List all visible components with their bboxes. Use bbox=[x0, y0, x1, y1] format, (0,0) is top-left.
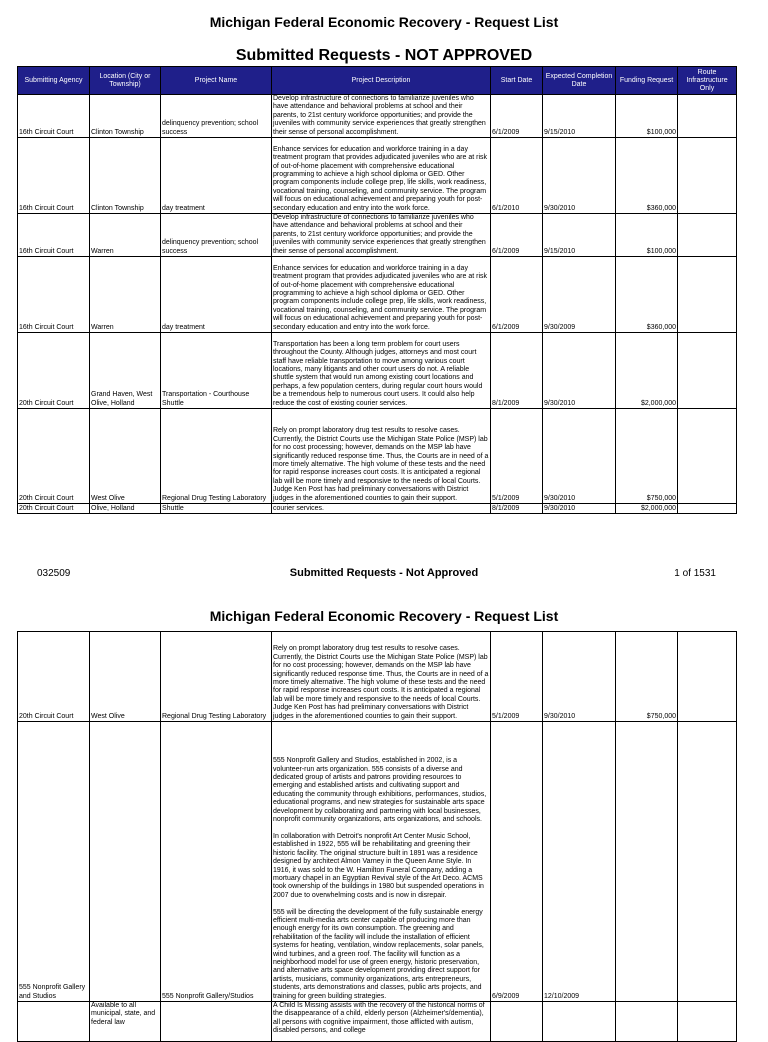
requests-table-page2 bbox=[17, 631, 737, 1042]
description-cell: Enhance services for education and workforce training in a day treatment program that provides adjudicated juveniles who are at risk of out-of-home placement with comprehensive educational programming to achieve a high school diploma or GED. Other program components include college prep, life skills, work readiness, vocational training, counseling, and community service. The program will focus on educational achievement and preparing youth for post-secondary education and entry into the work force. bbox=[272, 138, 491, 214]
table-row bbox=[18, 214, 737, 257]
header-route: Route Infrastructure Only bbox=[678, 67, 737, 95]
footer-title: Submitted Requests - Not Approved bbox=[289, 567, 479, 579]
project-cell: delinquency prevention; school success bbox=[161, 95, 272, 138]
agency-cell: 20th Circuit Court bbox=[18, 632, 90, 722]
project-cell: Regional Drug Testing Laboratory bbox=[161, 409, 272, 504]
completion-date-cell: 9/30/2010 bbox=[543, 409, 616, 504]
completion-date-cell: 9/30/2010 bbox=[543, 632, 616, 722]
start-date-cell: 5/1/2009 bbox=[491, 632, 543, 722]
route-cell bbox=[678, 632, 737, 722]
start-date-cell: 8/1/2009 bbox=[491, 333, 543, 409]
location-cell: Warren bbox=[90, 214, 161, 257]
description-cell: Enhance services for education and workforce training in a day treatment program that provides adjudicated juveniles who are at risk of out-of-home placement with comprehensive educational programming to achieve a high school diploma or GED. Other program components include college prep, life skills, work readiness, vocational training, counseling, and community service. The program will focus on educational achievement and preparing youth for post-secondary education and entry into the work force. bbox=[272, 257, 491, 333]
location-cell: Clinton Township bbox=[90, 138, 161, 214]
start-date-cell bbox=[491, 1002, 543, 1042]
location-cell: Warren bbox=[90, 257, 161, 333]
project-cell: Shuttle bbox=[161, 504, 272, 514]
route-cell bbox=[678, 138, 737, 214]
agency-cell: 20th Circuit Court bbox=[18, 333, 90, 409]
start-date-cell: 6/1/2009 bbox=[491, 257, 543, 333]
table-row bbox=[18, 138, 737, 214]
header-project: Project Name bbox=[161, 67, 272, 95]
footer-page-number: 1 of 1531 bbox=[674, 568, 716, 579]
agency-cell bbox=[18, 1002, 90, 1042]
route-cell bbox=[678, 257, 737, 333]
start-date-cell: 6/9/2009 bbox=[491, 722, 543, 1002]
footer-date-code: 032509 bbox=[37, 568, 71, 579]
project-cell: day treatment bbox=[161, 138, 272, 214]
table-row bbox=[18, 504, 737, 514]
funding-cell: $2,000,000 bbox=[616, 504, 678, 514]
description-cell: Rely on prompt laboratory drug test results to resolve cases. Currently, the District Courts use the Michigan State Police (MSP) lab for no cost processing; however, demands on the MSP lab have significantly reduced response time. Thus, the Courts are in need of a more timely alternative. The high volume of these tests and the need for rapid response increases court costs. It is anticipated a regional lab will be more timely and responsive to the needs of local Courts. Judge Ken Post has had preliminary conversations with District judges in the aforementioned counties to gain their support. bbox=[272, 632, 491, 722]
description-cell: Transportation has been a long term problem for court users throughout the County. Although judges, attorneys and most court staff have reliable transportation to move among various court locations, many litigants and other court users do not. A reliable shuttle system that would run among existing court locations and perhaps, a few population centers, during regular court hours would be a tremendous help to numerous court users. It could also help reduce the cost of existing courier services. bbox=[272, 333, 491, 409]
page-footer bbox=[0, 567, 768, 581]
project-cell: day treatment bbox=[161, 257, 272, 333]
route-cell bbox=[678, 95, 737, 138]
table-row bbox=[18, 722, 737, 1002]
completion-date-cell: 9/30/2009 bbox=[543, 257, 616, 333]
funding-cell bbox=[616, 1002, 678, 1042]
project-cell bbox=[161, 1002, 272, 1042]
funding-cell: $2,000,000 bbox=[616, 333, 678, 409]
location-cell bbox=[90, 722, 161, 1002]
funding-cell: $100,000 bbox=[616, 95, 678, 138]
description-cell: A Child Is Missing assists with the recovery of the historical norms of the disappearance of a child, elderly person (Alzheimer's/dementia), all persons with cognitive impairment, those afflicted with autism, disabled persons, and college bbox=[272, 1002, 491, 1042]
table-row bbox=[18, 409, 737, 504]
project-cell: Regional Drug Testing Laboratory bbox=[161, 632, 272, 722]
description-cell: Develop infrastructure of connections to familiarize juveniles who have attendance and behavioral problems at school and their parents, to 21st century workforce opportunities; and provide the juveniles with community service experiences that greatly strengthen their sense of personal accomplishment. bbox=[272, 95, 491, 138]
funding-cell: $750,000 bbox=[616, 632, 678, 722]
project-cell: delinquency prevention; school success bbox=[161, 214, 272, 257]
report-title: Michigan Federal Economic Recovery - Request List bbox=[209, 14, 559, 30]
agency-cell: 555 Nonprofit Gallery and Studios bbox=[18, 722, 90, 1002]
completion-date-cell: 9/30/2010 bbox=[543, 504, 616, 514]
funding-cell: $100,000 bbox=[616, 214, 678, 257]
funding-cell bbox=[616, 722, 678, 1002]
route-cell bbox=[678, 722, 737, 1002]
description-cell: 555 Nonprofit Gallery and Studios, established in 2002, is a volunteer-run arts organization. 555 consists of a diverse and dedicated group of artists and patrons providing resources to emerging and established artists and cultivating support and educating the community through exhibitions, performances, studios, educational programs, and new strategies for sustainable arts space development by collaborating and partnering with local businesses, nonprofit community organizations, arts organizations, and schools. In collaboration with Detroit's nonprofit Art Center Music School, established in 1922, 555 will be rehabilitating and greening their historic facility. The original structure built in 1891 was a residence designed by architect Almon Varney in the Queen Anne Style. In 1916, it was sold to the W. Hamilton Funeral Company, adding a mortuary chapel in an Egyptian Revival style of the Art Deco. ACMS took ownership of the buildings in 1980 but suspended operations in 2007 due to overwhelming costs and is now in disrepair. 555 will be directing the development of the fully sustainable energy efficient multi-media arts center capable of producing more than enough energy for its own consumption. The greening and rehabilitation of the facility will include the installation of efficient systems for heating, ventilation, window replacements, solar panels, wind turbines, and a green roof. The facility will function as a neighborhood model for use of green energy, historic preservation, and alternative arts space development providing direct support for artists, musicians, community organizations, arts entrepreneurs, students, arts demonstrations and classes, public arts projects, and training for green building strategies. bbox=[272, 722, 491, 1002]
completion-date-cell: 9/30/2010 bbox=[543, 333, 616, 409]
table-row bbox=[18, 1002, 737, 1042]
completion-date-cell: 9/30/2010 bbox=[543, 138, 616, 214]
start-date-cell: 6/1/2009 bbox=[491, 95, 543, 138]
agency-cell: 20th Circuit Court bbox=[18, 504, 90, 514]
funding-cell: $360,000 bbox=[616, 257, 678, 333]
completion-date-cell bbox=[543, 1002, 616, 1042]
header-description: Project Description bbox=[272, 67, 491, 95]
location-cell: Olive, Holland bbox=[90, 504, 161, 514]
location-cell: West Olive bbox=[90, 409, 161, 504]
description-cell: Develop infrastructure of connections to familiarize juveniles who have attendance and behavioral problems at school and their parents, to 21st century workforce opportunities; and provide the juveniles with community service experiences that greatly strengthen their sense of personal accomplishment. bbox=[272, 214, 491, 257]
header-agency: Submitting Agency bbox=[18, 67, 90, 95]
completion-date-cell: 9/15/2010 bbox=[543, 95, 616, 138]
start-date-cell: 6/1/2009 bbox=[491, 214, 543, 257]
agency-cell: 16th Circuit Court bbox=[18, 257, 90, 333]
header-funding: Funding Request bbox=[616, 67, 678, 95]
location-cell: Grand Haven, West Olive, Holland bbox=[90, 333, 161, 409]
header-completion-date: Expected Completion Date bbox=[543, 67, 616, 95]
start-date-cell: 8/1/2009 bbox=[491, 504, 543, 514]
project-cell: 555 Nonprofit Gallery/Studios bbox=[161, 722, 272, 1002]
location-cell: Available to all municipal, state, and federal law bbox=[90, 1002, 161, 1042]
table-row bbox=[18, 95, 737, 138]
section-title: Submitted Requests - NOT APPROVED bbox=[235, 47, 533, 64]
agency-cell: 16th Circuit Court bbox=[18, 138, 90, 214]
route-cell bbox=[678, 409, 737, 504]
description-cell: Rely on prompt laboratory drug test results to resolve cases. Currently, the District Courts use the Michigan State Police (MSP) lab for no cost processing; however, demands on the MSP lab have significantly reduced response time. Thus, the Courts are in need of a more timely alternative. The high volume of these tests and the need for rapid response increases court costs. It is anticipated a regional lab will be more timely and responsive to the needs of local Courts. Judge Ken Post has had preliminary conversations with District judges in the aforementioned counties to gain their support. bbox=[272, 409, 491, 504]
funding-cell: $750,000 bbox=[616, 409, 678, 504]
agency-cell: 16th Circuit Court bbox=[18, 214, 90, 257]
completion-date-cell: 12/10/2009 bbox=[543, 722, 616, 1002]
agency-cell: 16th Circuit Court bbox=[18, 95, 90, 138]
project-cell: Transportation - Courthouse Shuttle bbox=[161, 333, 272, 409]
location-cell: Clinton Township bbox=[90, 95, 161, 138]
agency-cell: 20th Circuit Court bbox=[18, 409, 90, 504]
table-row bbox=[18, 333, 737, 409]
description-cell: courier services. bbox=[272, 504, 491, 514]
header-start-date: Start Date bbox=[491, 67, 543, 95]
route-cell bbox=[678, 214, 737, 257]
report-title-page2: Michigan Federal Economic Recovery - Request List bbox=[209, 608, 559, 624]
funding-cell: $360,000 bbox=[616, 138, 678, 214]
location-cell: West Olive bbox=[90, 632, 161, 722]
table-row bbox=[18, 632, 737, 722]
header-location: Location (City or Township) bbox=[90, 67, 161, 95]
requests-table-page1 bbox=[17, 66, 737, 514]
completion-date-cell: 9/15/2010 bbox=[543, 214, 616, 257]
route-cell bbox=[678, 333, 737, 409]
route-cell bbox=[678, 1002, 737, 1042]
start-date-cell: 6/1/2010 bbox=[491, 138, 543, 214]
table-row bbox=[18, 257, 737, 333]
route-cell bbox=[678, 504, 737, 514]
start-date-cell: 5/1/2009 bbox=[491, 409, 543, 504]
